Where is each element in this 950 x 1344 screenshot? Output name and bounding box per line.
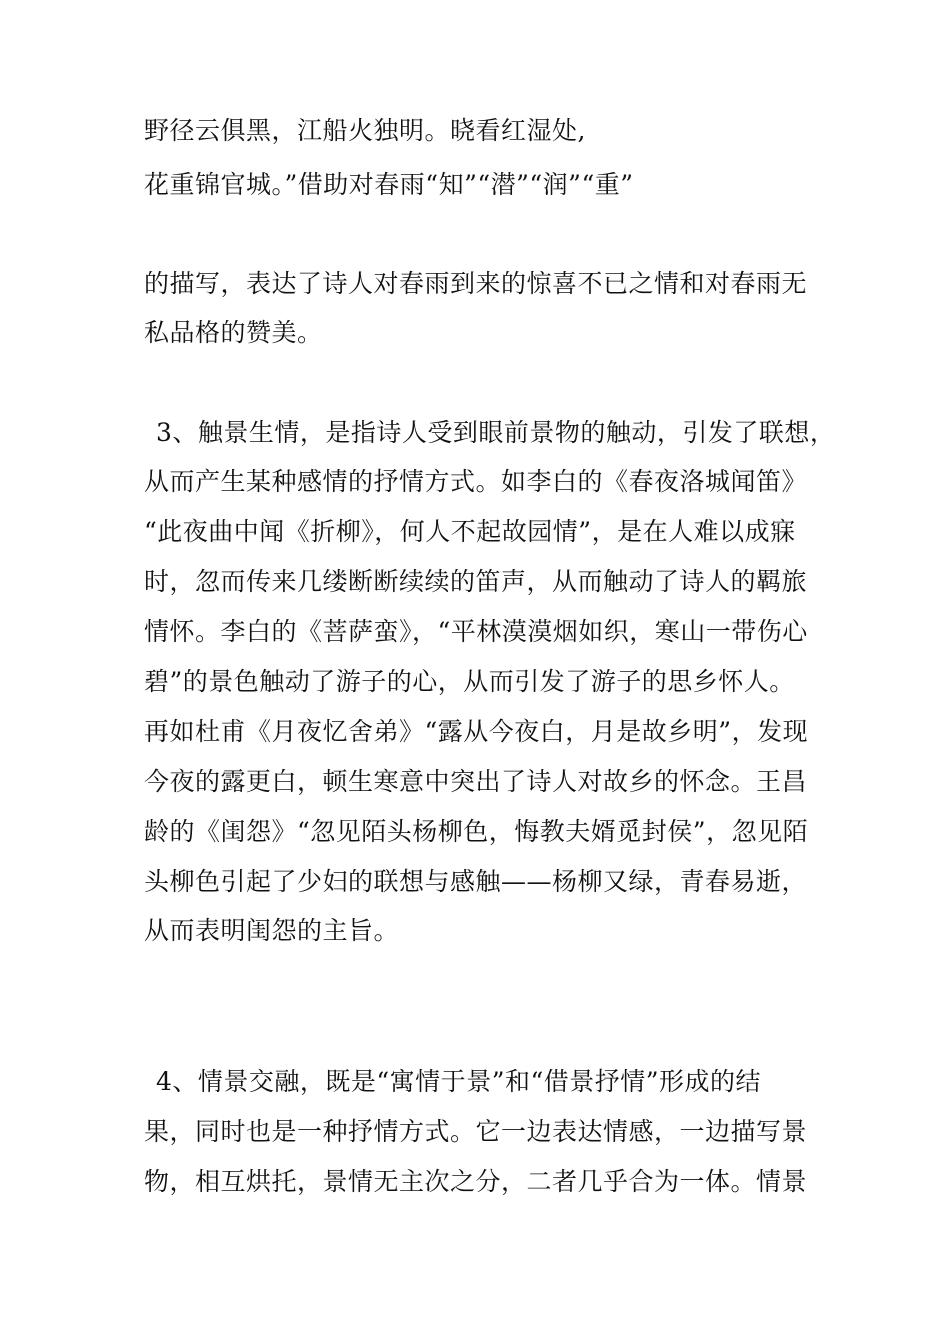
text-line: 私品格的赞美。 [144, 318, 323, 347]
text-line: 花重锦官城。”借助对春雨“知”“潜”“润”“重” [144, 170, 634, 199]
text-line: 从而表明闺怨的主旨。 [144, 916, 400, 945]
text-line: 野径云俱黑，江船火独明。晓看红湿处, [144, 116, 586, 145]
text-line: 头柳色引起了少妇的联想与感触——杨柳又绿，青春易逝， [144, 867, 808, 896]
text-line: 从而产生某种感情的抒情方式。如李白的《春夜洛城闻笛》 [144, 467, 808, 496]
text-line: 果，同时也是一种抒情方式。它一边表达情感，一边描写景 [144, 1117, 808, 1146]
text-line: 3、触景生情，是指诗人受到眼前景物的触动，引发了联想， [156, 418, 836, 447]
text-line: 龄的《闺怨》“忽见陌头杨柳色，悔教夫婿觅封侯”，忽见陌 [144, 817, 809, 846]
text-line: “此夜曲中闻《折柳》，何人不起故园情”，是在人难以成寐 [144, 517, 796, 546]
text-line: 情怀。李白的《菩萨蛮》，“平林漠漠烟如织，寒山一带伤心 [144, 617, 808, 646]
text-line: 今夜的露更白，顿生寒意中突出了诗人对故乡的怀念。王昌 [144, 767, 808, 796]
text-line: 再如杜甫《月夜忆舍弟》“露从今夜白，月是故乡明”，发现 [144, 717, 809, 746]
text-line: 物，相互烘托，景情无主次之分，二者几乎合为一体。情景 [144, 1167, 808, 1196]
text-line: 4、情景交融，既是“寓情于景”和“借景抒情”形成的结 [156, 1067, 762, 1096]
text-line: 的描写，表达了诗人对春雨到来的惊喜不已之情和对春雨无 [144, 269, 808, 298]
text-line: 碧”的景色触动了游子的心，从而引发了游子的思乡怀人。 [144, 667, 795, 696]
text-line: 时，忽而传来几缕断断续续的笛声，从而触动了诗人的羁旅 [144, 567, 808, 596]
